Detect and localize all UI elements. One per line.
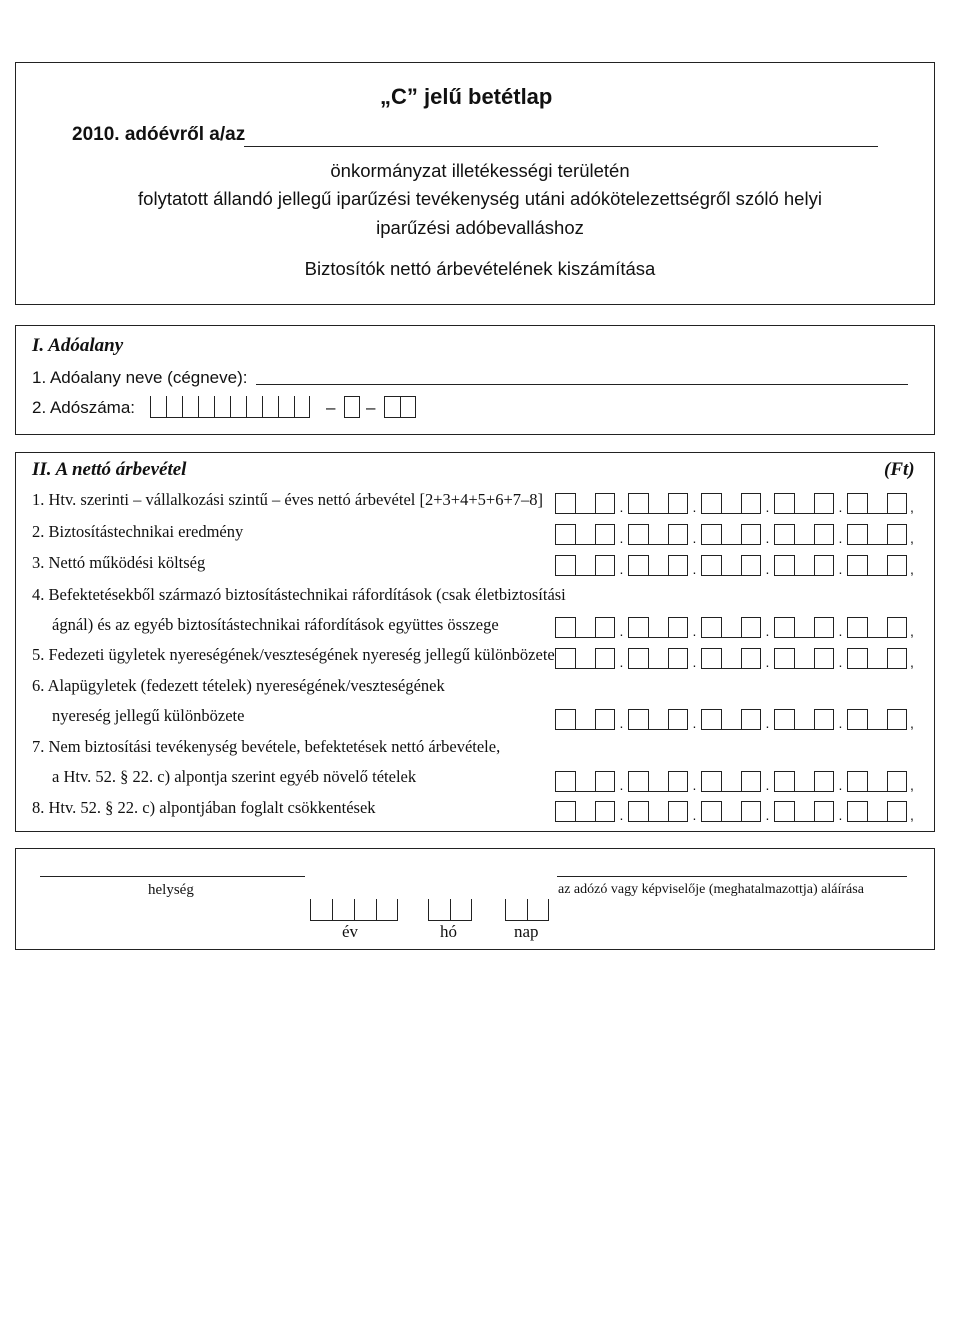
row4-label-cont: ágnál) és az egyéb biztosítástechnikai ráfordítások együttes összege: [52, 615, 499, 634]
row6-label: 6. Alapügyletek (fedezett tételek) nyereségének/veszteségének: [32, 676, 445, 695]
municipality-field[interactable]: [244, 146, 878, 147]
row7-amount[interactable]: . . . . ,: [555, 768, 920, 792]
tax-number-label: 2. Adószáma:: [32, 398, 136, 417]
section1-title: I. Adóalany: [32, 335, 124, 356]
place-label: helység: [148, 882, 194, 898]
currency-unit: (Ft): [884, 459, 915, 480]
row1-label: 1. Htv. szerinti – vállalkozási szintű – éves nettó árbevétel [2+3+4+5+6+7–8]: [32, 490, 543, 509]
row1-amount[interactable]: . . . . ,: [555, 490, 920, 514]
year-label: év: [342, 922, 359, 941]
taxpayer-name-field[interactable]: [256, 384, 908, 385]
row5-label: 5. Fedezeti ügyletek nyereségének/veszteségének nyereség jellegű különbözete: [32, 645, 555, 664]
signature-field[interactable]: [557, 876, 907, 877]
row7-label-cont: a Htv. 52. § 22. c) alpontja szerint egyéb növelő tételek: [52, 767, 417, 786]
tax-number-dash1: –: [326, 398, 336, 417]
header-line3: iparűzési adóbevalláshoz: [376, 217, 584, 238]
tax-number-dash2: –: [366, 398, 376, 417]
header-line4: Biztosítók nettó árbevételének kiszámítása: [304, 258, 656, 279]
row3-label: 3. Nettó működési költség: [32, 553, 206, 572]
tax-number-main[interactable]: [150, 396, 310, 422]
day-label: nap: [514, 922, 539, 941]
row7-label: 7. Nem biztosítási tevékenység bevétele, befektetések nettó árbevétele,: [32, 737, 501, 756]
row3-amount[interactable]: . . . . ,: [555, 552, 920, 576]
row6-label-cont: nyereség jellegű különbözete: [52, 706, 245, 725]
section2-title: II. A nettó árbevétel: [32, 459, 187, 480]
tax-number-vat[interactable]: [344, 396, 360, 422]
header-line1: önkormányzat illetékességi területén: [330, 160, 630, 181]
signature-label: az adózó vagy képviselője (meghatalmazottja) aláírása: [558, 882, 864, 897]
place-field[interactable]: [40, 876, 305, 877]
row8-label: 8. Htv. 52. § 22. c) alpontjában foglalt csökkentések: [32, 798, 376, 817]
row4-amount[interactable]: . . . . ,: [555, 614, 920, 638]
page-title: „C” jelű betétlap: [380, 84, 553, 109]
row8-amount[interactable]: . . . . ,: [555, 798, 920, 822]
tax-number-county[interactable]: [384, 396, 416, 422]
row5-amount[interactable]: . . . . ,: [555, 645, 920, 669]
row2-label: 2. Biztosítástechnikai eredmény: [32, 522, 244, 541]
month-label: hó: [440, 922, 457, 941]
row6-amount[interactable]: . . . . ,: [555, 706, 920, 730]
year-prefix: 2010. adóévről a/az: [72, 124, 246, 145]
taxpayer-name-label: 1. Adóalany neve (cégneve):: [32, 368, 248, 387]
row4-label: 4. Befektetésekből származó biztosítástechnikai ráfordítások (csak életbiztosítási: [32, 585, 566, 604]
signature-box: [15, 848, 935, 950]
header-line2: folytatott állandó jellegű iparűzési tevékenység utáni adókötelezettségről szóló helyi: [138, 188, 822, 209]
row2-amount[interactable]: . . . . ,: [555, 521, 920, 545]
